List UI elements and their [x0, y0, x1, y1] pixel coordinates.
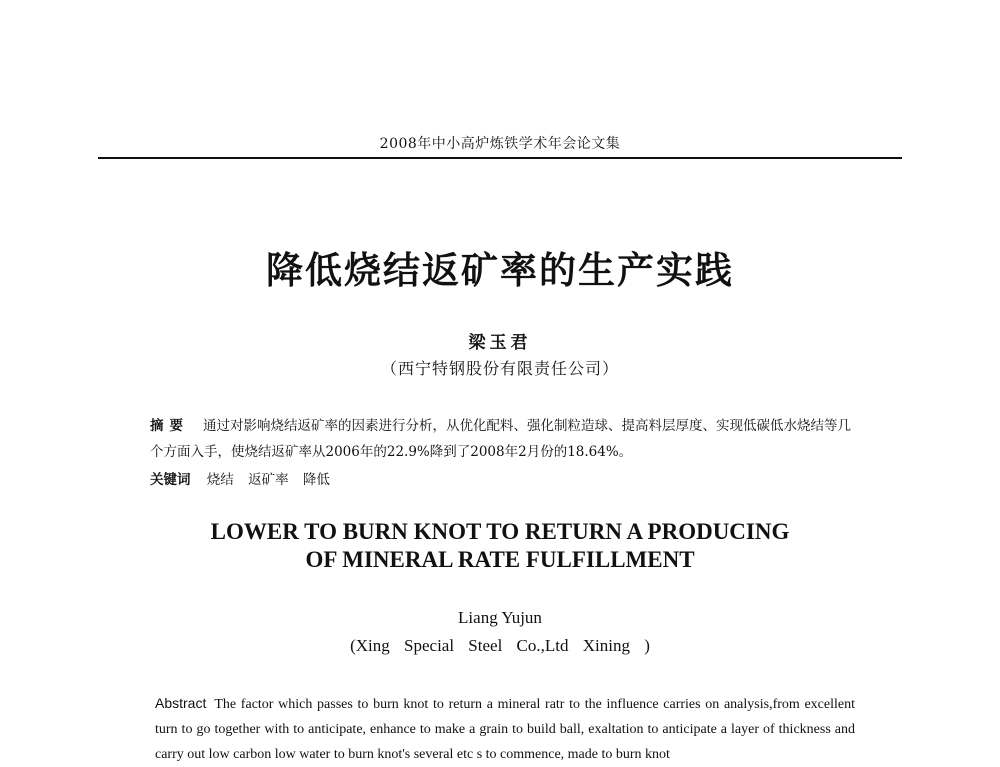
chinese-abstract-label: 摘要	[150, 418, 189, 434]
english-abstract-text: The factor which passes to burn knot to return a mineral ratr to the influence carries on analysis,from excellent turn to go together with to anticipate, enhance to make a grain to build ball, exaltation to anticipate a layer of thickness and carry out low carbon low water to burn knot's several etc s to commence, made to burn knot	[155, 697, 855, 762]
keyword: 降低	[302, 472, 330, 488]
english-title-line-2: OF MINERAL RATE FULFILLMENT	[305, 547, 695, 572]
chinese-keywords	[150, 469, 855, 491]
english-affiliation: (Xing Special Steel Co.,Ltd Xining )	[350, 636, 650, 655]
chinese-keywords-label: 关键词	[150, 472, 191, 488]
english-title	[0, 518, 1000, 574]
chinese-author: 梁玉君	[468, 333, 532, 353]
keyword: 返矿率	[248, 472, 289, 488]
chinese-abstract	[150, 413, 855, 465]
english-author: Liang Yujun	[458, 608, 542, 627]
chinese-affiliation: （西宁特钢股份有限责任公司）	[380, 359, 619, 378]
english-abstract	[155, 691, 855, 767]
chinese-abstract-text: 通过对影响烧结返矿率的因素进行分析，从优化配料、强化制粒造球、提高料层厚度、实现低碳低水烧结等几个方面入手，使烧结返矿率从2006年的22.9%降到了2008年2月份的18.64%。	[150, 418, 851, 460]
keyword: 烧结	[206, 472, 234, 488]
english-title-line-1: LOWER TO BURN KNOT TO RETURN A PRODUCING	[210, 519, 790, 544]
english-abstract-label: Abstract	[155, 695, 207, 711]
header-rule	[98, 157, 902, 159]
running-header: 2008年中小高炉炼铁学术年会论文集	[379, 136, 621, 152]
chinese-title: 降低烧结返矿率的生产实践	[266, 248, 734, 292]
